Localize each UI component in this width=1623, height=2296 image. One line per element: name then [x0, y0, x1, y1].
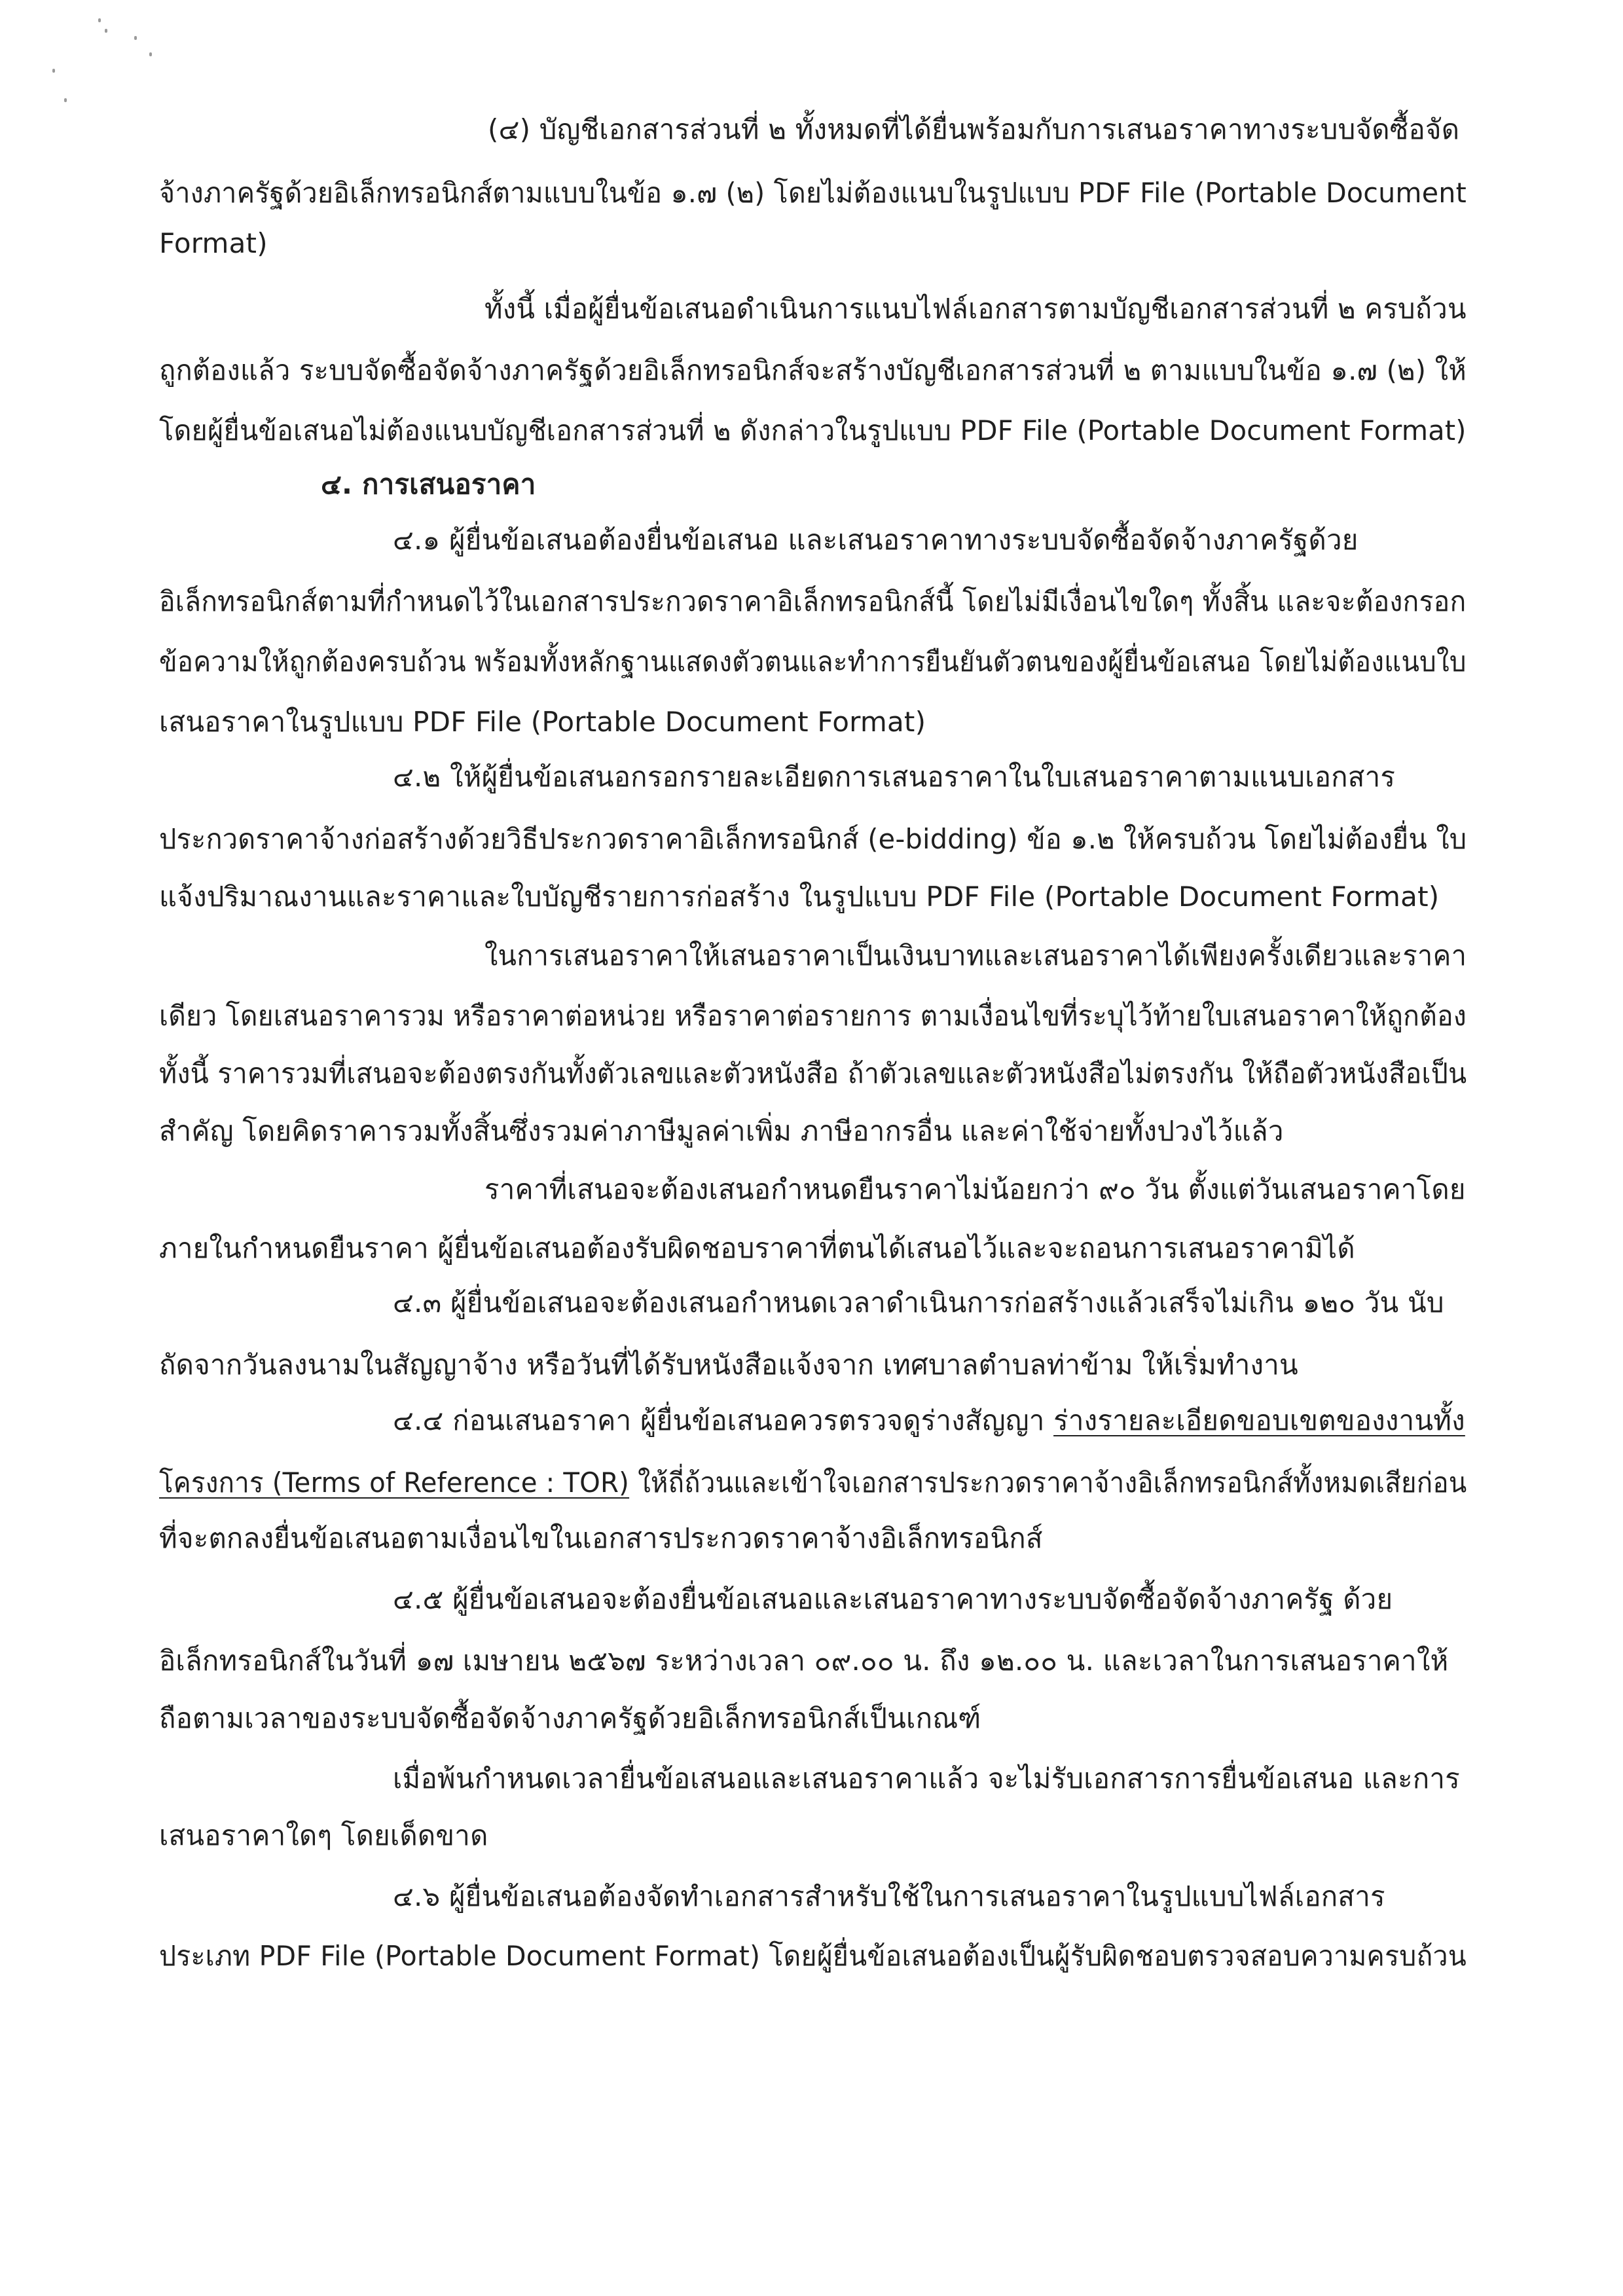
text-span: ๔.๔ ก่อนเสนอราคา ผู้ยื่นข้อเสนอควรตรวจดูร่างสัญญา	[393, 1404, 1054, 1436]
text-line: ๔.๕ ผู้ยื่นข้อเสนอจะต้องยื่นข้อเสนอและเสนอราคาทางระบบจัดซื้อจัดจ้างภาครัฐ ด้วย	[393, 1583, 1393, 1615]
text-line: ข้อความให้ถูกต้องครบถ้วน พร้อมทั้งหลักฐานแสดงตัวตนและทำการยืนยันตัวตนของผู้ยื่นข้อเสนอ โดยไม่ต้องแนบใบ	[159, 646, 1467, 678]
text-line: เสนอราคาใดๆ โดยเด็ดขาด	[159, 1819, 488, 1851]
section-heading: ๔. การเสนอราคา	[321, 468, 536, 500]
text-line: ๔.๓ ผู้ยื่นข้อเสนอจะต้องเสนอกำหนดเวลาดำเนินการก่อสร้างแล้วเสร็จไม่เกิน ๑๒๐ วัน นับ	[393, 1286, 1444, 1319]
text-line: เดียว โดยเสนอราคารวม หรือราคาต่อหน่วย หรือราคาต่อรายการ ตามเงื่อนไขที่ระบุไว้ท้ายใบเสนอราคาให้ถูกต้อง	[159, 1000, 1467, 1032]
text-line: อิเล็กทรอนิกส์ตามที่กำหนดไว้ในเอกสารประกวดราคาอิเล็กทรอนิกส์นี้ โดยไม่มีเงื่อนไขใดๆ ทั้งสิ้น และจะต้องกรอก	[159, 585, 1467, 617]
text-line: ทั้งนี้ เมื่อผู้ยื่นข้อเสนอดำเนินการแนบไฟล์เอกสารตามบัญชีเอกสารส่วนที่ ๒ ครบถ้วน	[484, 293, 1467, 325]
text-line: ๔.๒ ให้ผู้ยื่นข้อเสนอกรอกรายละเอียดการเสนอราคาในใบเสนอราคาตามแนบเอกสาร	[393, 761, 1396, 793]
text-line: อิเล็กทรอนิกส์ในวันที่ ๑๗ เมษายน ๒๕๖๗ ระหว่างเวลา ๐๙.๐๐ น. ถึง ๑๒.๐๐ น. และเวลาในการเสนอราคาให้	[159, 1645, 1449, 1677]
tor-link-text: ร่างรายละเอียดขอบเขตของงานทั้ง	[1053, 1404, 1465, 1436]
text-line: โดยผู้ยื่นข้อเสนอไม่ต้องแนบบัญชีเอกสารส่วนที่ ๒ ดังกล่าวในรูปแบบ PDF File (Portable Document Format)	[159, 414, 1467, 446]
text-line: ประกวดราคาจ้างก่อสร้างด้วยวิธีประกวดราคาอิเล็กทรอนิกส์ (e-bidding) ข้อ ๑.๒ ให้ครบถ้วน โดยไม่ต้องยื่น ใบ	[159, 823, 1467, 855]
text-line: ๔.๖ ผู้ยื่นข้อเสนอต้องจัดทำเอกสารสำหรับใช้ในการเสนอราคาในรูปแบบไฟล์เอกสาร	[393, 1880, 1385, 1912]
text-line: ภายในกำหนดยืนราคา ผู้ยื่นข้อเสนอต้องรับผิดชอบราคาที่ตนได้เสนอไว้และจะถอนการเสนอราคามิได้	[159, 1232, 1355, 1264]
text-line: เมื่อพ้นกำหนดเวลายื่นข้อเสนอและเสนอราคาแล้ว จะไม่รับเอกสารการยื่นข้อเสนอ และการ	[393, 1762, 1460, 1795]
scan-speck	[105, 29, 107, 33]
text-line: ๔.๑ ผู้ยื่นข้อเสนอต้องยื่นข้อเสนอ และเสนอราคาทางระบบจัดซื้อจัดจ้างภาครัฐด้วย	[393, 524, 1359, 556]
scan-speck	[134, 36, 137, 40]
scan-speck	[64, 98, 67, 102]
text-line: ประเภท PDF File (Portable Document Format) โดยผู้ยื่นข้อเสนอต้องเป็นผู้รับผิดชอบตรวจสอบความครบถ้วน	[159, 1940, 1467, 1972]
text-line: ถือตามเวลาของระบบจัดซื้อจัดจ้างภาครัฐด้วยอิเล็กทรอนิกส์เป็นเกณฑ์	[159, 1702, 981, 1734]
text-line: ที่จะตกลงยื่นข้อเสนอตามเงื่อนไขในเอกสารประกวดราคาจ้างอิเล็กทรอนิกส์	[159, 1522, 1043, 1554]
text-line: ถูกต้องแล้ว ระบบจัดซื้อจัดจ้างภาครัฐด้วยอิเล็กทรอนิกส์จะสร้างบัญชีเอกสารส่วนที่ ๒ ตามแบบในข้อ ๑.๗ (๒) ให้	[159, 354, 1467, 386]
text-line	[159, 1463, 1467, 1503]
scan-speck	[98, 18, 101, 22]
text-line: สำคัญ โดยคิดราคารวมทั้งสิ้นซึ่งรวมค่าภาษีมูลค่าเพิ่ม ภาษีอากรอื่น และค่าใช้จ่ายทั้งปวงไว้แล้ว	[159, 1115, 1284, 1147]
text-line: จ้างภาครัฐด้วยอิเล็กทรอนิกส์ตามแบบในข้อ ๑.๗ (๒) โดยไม่ต้องแนบในรูปแบบ PDF File (Portable Document	[159, 177, 1467, 209]
text-line: ราคาที่เสนอจะต้องเสนอกำหนดยืนราคาไม่น้อยกว่า ๙๐ วัน ตั้งแต่วันเสนอราคาโดย	[484, 1173, 1466, 1205]
text-line: ในการเสนอราคาให้เสนอราคาเป็นเงินบาทและเสนอราคาได้เพียงครั้งเดียวและราคา	[484, 939, 1467, 972]
scan-speck	[52, 69, 55, 73]
text-line	[393, 1401, 1465, 1440]
text-line: (๔) บัญชีเอกสารส่วนที่ ๒ ทั้งหมดที่ได้ยื่นพร้อมกับการเสนอราคาทางระบบจัดซื้อจัด	[488, 113, 1460, 145]
scan-speck	[149, 52, 152, 56]
text-line: เสนอราคาในรูปแบบ PDF File (Portable Document Format)	[159, 706, 926, 738]
text-span: ให้ถี่ถ้วนและเข้าใจเอกสารประกวดราคาจ้างอิเล็กทรอนิกส์ทั้งหมดเสียก่อน	[629, 1467, 1467, 1499]
text-line: แจ้งปริมาณงานและราคาและใบบัญชีรายการก่อสร้าง ในรูปแบบ PDF File (Portable Document Format)	[159, 881, 1440, 913]
text-line: Format)	[159, 227, 268, 259]
text-line: ทั้งนี้ ราคารวมที่เสนอจะต้องตรงกันทั้งตัวเลขและตัวหนังสือ ถ้าตัวเลขและตัวหนังสือไม่ตรงกัน ให้ถือตัวหนังสือเป็น	[159, 1057, 1467, 1089]
tor-link-text: โครงการ (Terms of Reference : TOR)	[159, 1467, 630, 1499]
text-line: ถัดจากวันลงนามในสัญญาจ้าง หรือวันที่ได้รับหนังสือแจ้งจาก เทศบาลตำบลท่าข้าม ให้เริ่มทำงาน	[159, 1349, 1298, 1381]
